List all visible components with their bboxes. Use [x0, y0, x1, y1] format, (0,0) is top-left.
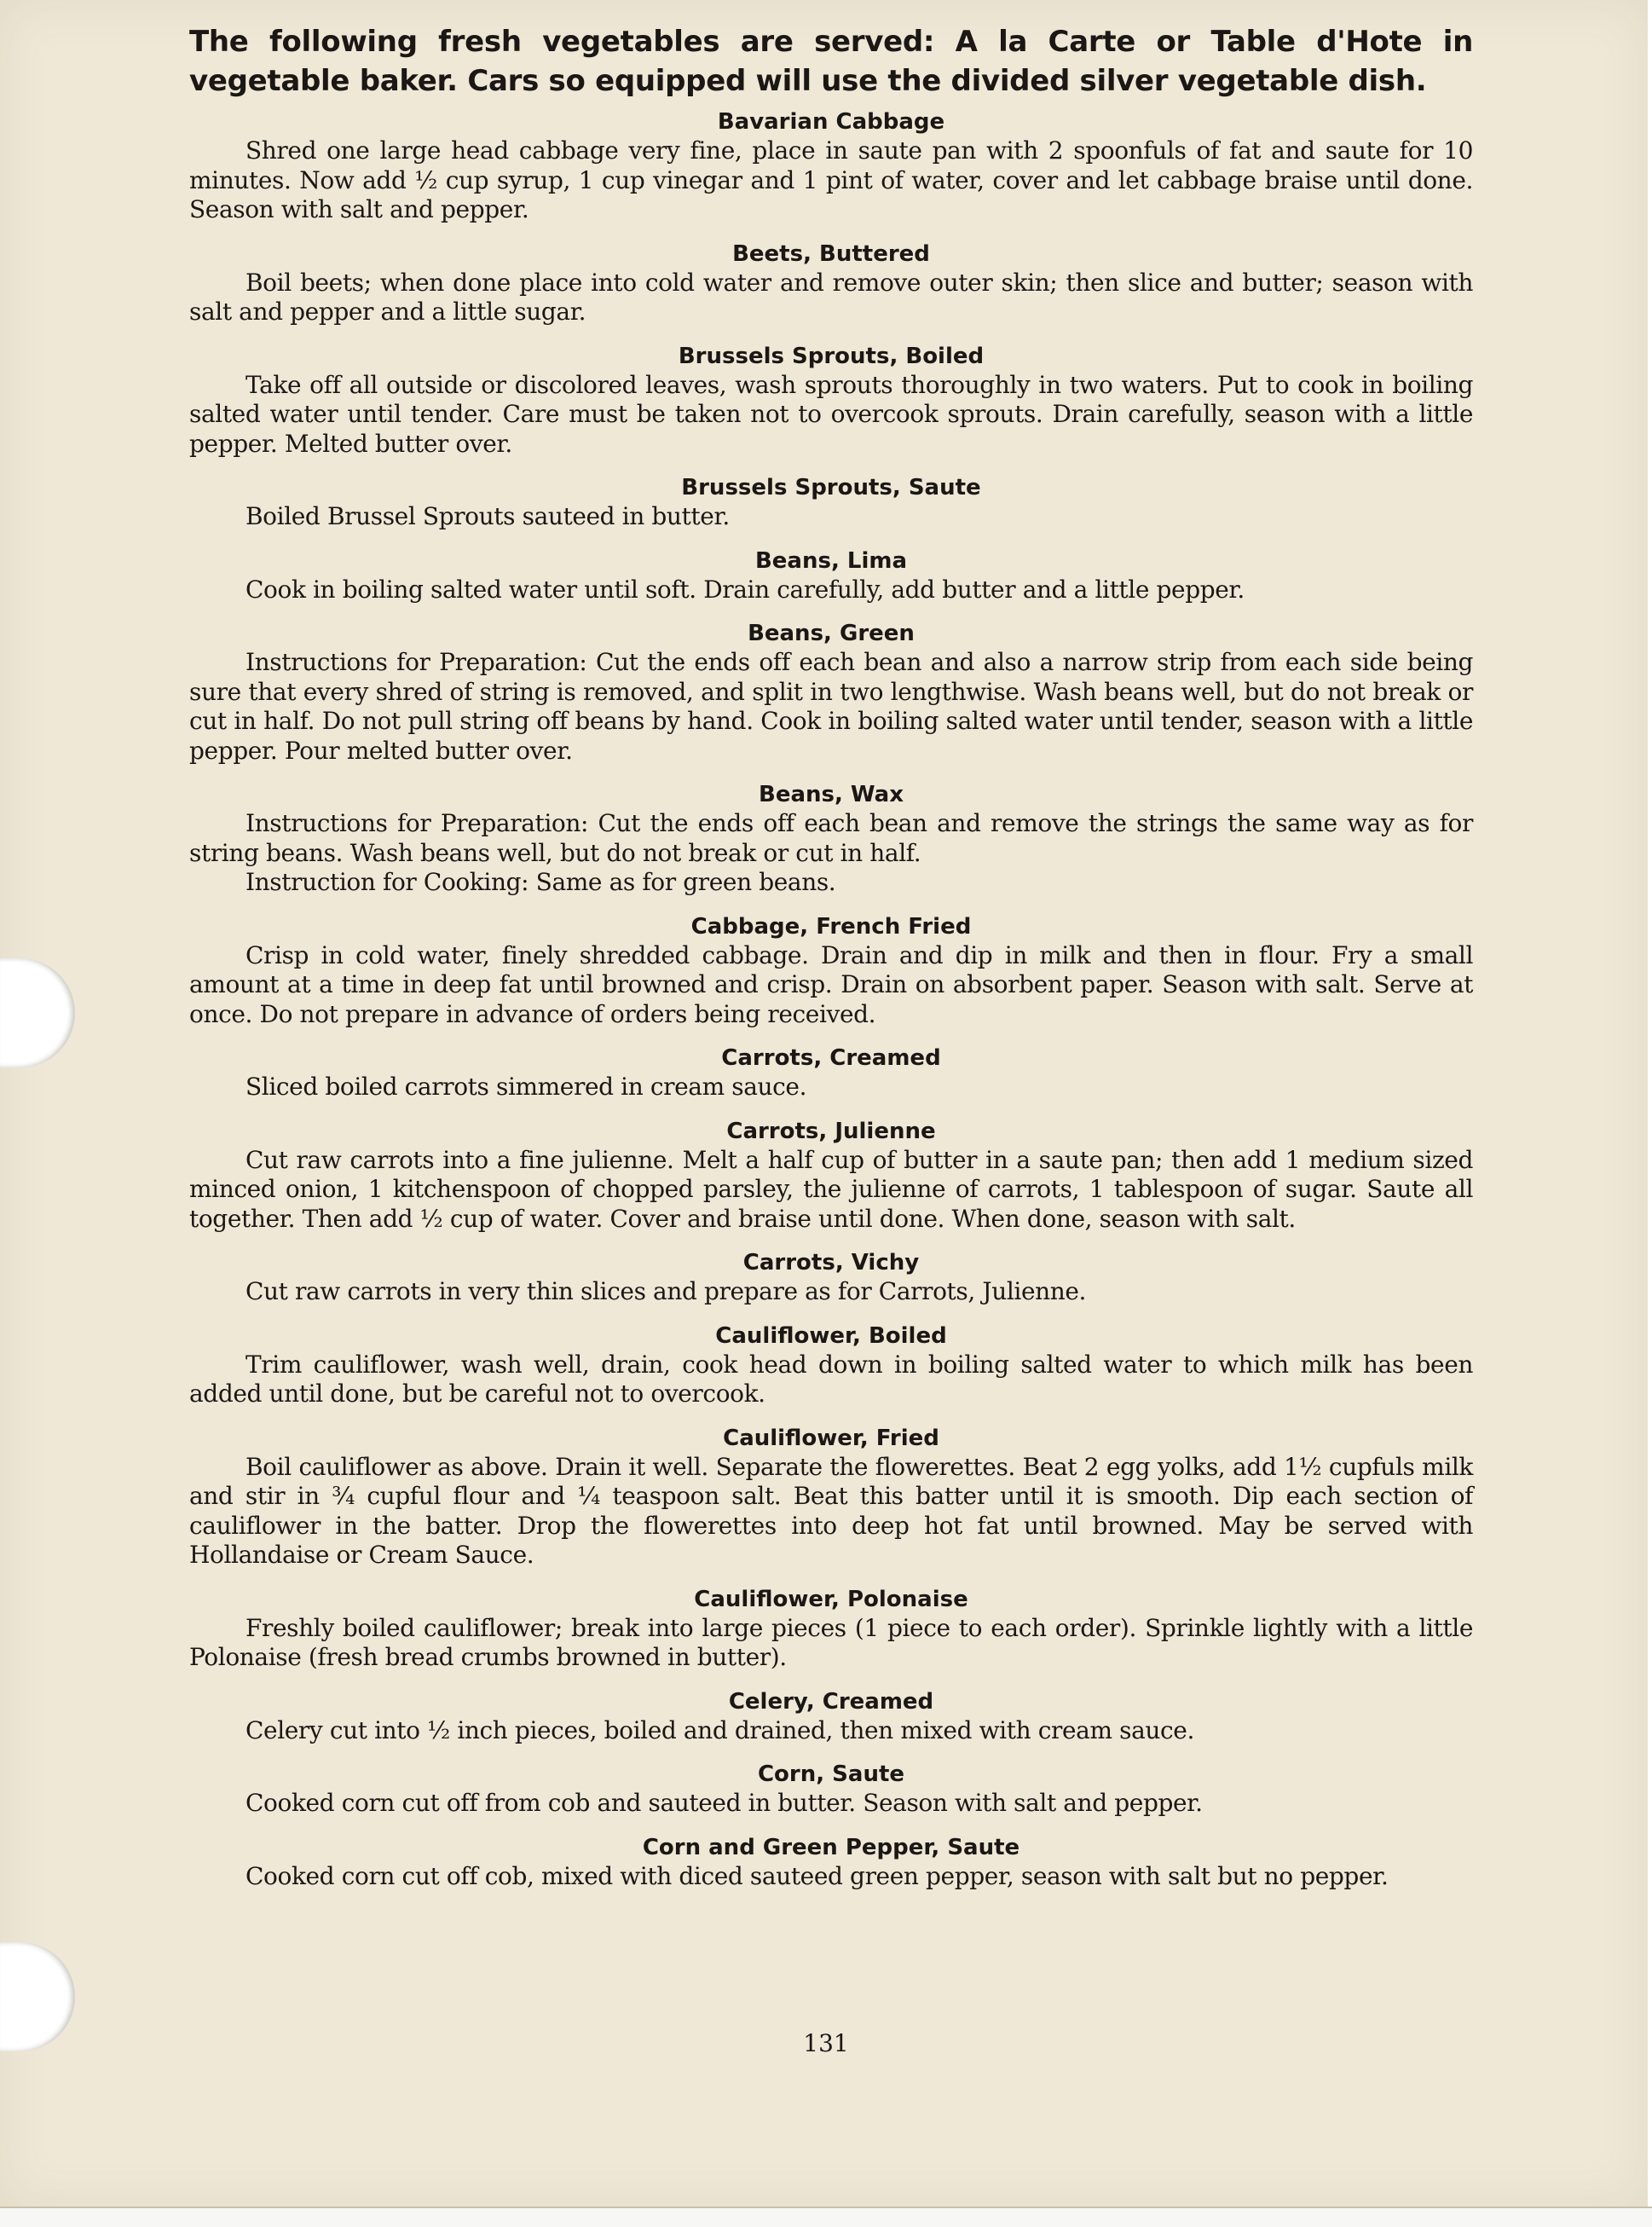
recipe-title: Brussels Sprouts, Saute	[681, 475, 981, 500]
recipe-section	[189, 1424, 1473, 1570]
recipe-section	[189, 1760, 1473, 1819]
recipe-text: Boil cauliflower as above. Drain it well. Separate the flowerettes. Beat 2 egg yolks, add 1½ cupfuls milk and stir in ¾ cupful flour and ¼ teaspoon salt. Beat this batter until it is smooth. Dip each section of cauliflower in the batter. Drop the flowerettes into deep hot fat until browned. May be served with Hollandaise or Cream Sauce.	[189, 1452, 1473, 1569]
recipe-text: Freshly boiled cauliflower; break into large pieces (1 piece to each order). Sprinkle lightly with a little Polonaise (fresh bread crumbs browned in butter).	[189, 1613, 1473, 1671]
recipe-section	[189, 619, 1473, 766]
recipe-text: Sliced boiled carrots simmered in cream sauce.	[245, 1073, 807, 1101]
recipe-section	[189, 547, 1473, 605]
recipe-section	[189, 1322, 1473, 1409]
recipe-title: Cauliflower, Polonaise	[694, 1586, 968, 1612]
page-number: 131	[803, 2029, 849, 2057]
recipe-text: Cooked corn cut off cob, mixed with diced sauteed green pepper, season with salt but no pepper.	[245, 1861, 1389, 1890]
recipe-section	[189, 780, 1473, 898]
recipe-title: Beets, Buttered	[732, 240, 930, 267]
recipe-text: Celery cut into ½ inch pieces, boiled and drained, then mixed with cream sauce.	[245, 1715, 1194, 1744]
recipe-section	[189, 1044, 1473, 1102]
page-content	[189, 22, 1473, 1906]
recipe-section	[189, 1687, 1473, 1746]
recipe-title: Bavarian Cabbage	[717, 109, 945, 135]
intro-text: The following fresh vegetables are served: A la Carte or Table d'Hote in vegetable baker. Cars so equipped will use the divided silver vegetable dish.	[189, 25, 1473, 98]
recipe-title: Carrots, Creamed	[721, 1045, 941, 1071]
recipe-title: Cabbage, French Fried	[690, 913, 972, 940]
recipe-title: Corn, Saute	[757, 1761, 905, 1787]
recipe-section	[189, 1585, 1473, 1673]
page-bottom-edge	[0, 2207, 1652, 2227]
recipe-text: Instructions for Preparation: Cut the ends off each bean and also a narrow strip from each side being sure that every shred of string is removed, and split in two lengthwise. Wash beans well, but do not break or cut in half. Do not pull string off beans by hand. Cook in boiling salted water until tender, season with a little pepper. Pour melted butter over.	[189, 648, 1473, 765]
recipe-title: Beans, Wax	[759, 782, 904, 807]
recipe-text: Instruction for Cooking: Same as for green beans.	[245, 868, 836, 896]
recipe-title: Cauliflower, Fried	[723, 1425, 939, 1451]
recipe-text: Cut raw carrots into a fine julienne. Melt a half cup of butter in a saute pan; then add 1 medium sized minced onion, 1 kitchenspoon of chopped parsley, the julienne of carrots, 1 tablespoon of sugar. Saute all together. Then add ½ cup of water. Cover and braise until done. When done, season with salt.	[189, 1145, 1473, 1233]
recipe-title: Carrots, Julienne	[726, 1118, 936, 1144]
recipe-text: Crisp in cold water, finely shredded cabbage. Drain and dip in milk and then in flour. Fry a small amount at a time in deep fat until browned and crisp. Drain on absorbent paper. Season with salt. Serve at once. Do not prepare in advance of orders being received.	[189, 940, 1473, 1028]
recipe-text: Instructions for Preparation: Cut the ends off each bean and remove the strings the same way as for string beans. Wash beans well, but do not break or cut in half.	[189, 809, 1473, 867]
recipe-section	[189, 1833, 1473, 1892]
recipe-title: Beans, Green	[748, 621, 915, 646]
recipe-text: Take off all outside or discolored leaves, wash sprouts thoroughly in two waters. Put to cook in boiling salted water until tender. Care must be taken not to overcook sprouts. Drain carefully, season with a little pepper. Melted butter over.	[189, 370, 1473, 458]
recipe-text: Cooked corn cut off from cob and sauteed in butter. Season with salt and pepper.	[245, 1789, 1203, 1817]
recipe-text: Shred one large head cabbage very fine, place in saute pan with 2 spoonfuls of fat and saute for 10 minutes. Now add ½ cup syrup, 1 cup vinegar and 1 pint of water, cover and let cabbage braise until done. Season with salt and pepper.	[189, 136, 1473, 223]
recipe-text: Trim cauliflower, wash well, drain, cook head down in boiling salted water to which milk has been added until done, but be careful not to overcook.	[189, 1350, 1473, 1408]
recipe-title: Beans, Lima	[754, 547, 908, 574]
recipe-title: Carrots, Vichy	[742, 1250, 920, 1275]
recipe-text: Boiled Brussel Sprouts sauteed in butter.	[245, 502, 730, 530]
recipe-section	[189, 1248, 1473, 1307]
recipe-title: Celery, Creamed	[728, 1688, 934, 1715]
recipe-title: Cauliflower, Boiled	[715, 1322, 947, 1349]
recipe-section	[189, 473, 1473, 532]
recipe-text: Cut raw carrots in very thin slices and prepare as for Carrots, Julienne.	[245, 1277, 1087, 1305]
recipe-section	[189, 912, 1473, 1030]
recipe-text: Cook in boiling salted water until soft. Drain carefully, add butter and a little pepper.	[245, 575, 1245, 604]
recipe-section	[189, 240, 1473, 327]
recipe-section	[189, 1117, 1473, 1235]
recipe-title: Brussels Sprouts, Boiled	[678, 343, 985, 369]
recipe-section	[189, 342, 1473, 460]
recipe-title: Corn and Green Pepper, Saute	[642, 1834, 1020, 1860]
recipe-text: Boil beets; when done place into cold water and remove outer skin; then slice and butter; season with salt and pepper and a little sugar.	[189, 268, 1473, 326]
recipe-section	[189, 107, 1473, 225]
